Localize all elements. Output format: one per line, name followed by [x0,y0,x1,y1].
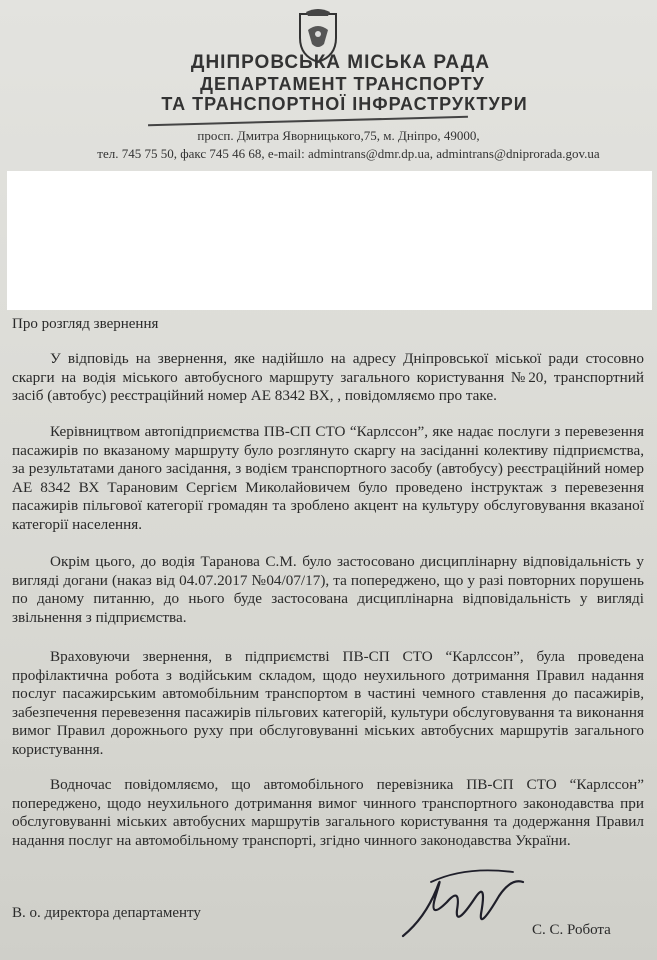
letterhead-contacts: тел. 745 75 50, факс 745 46 68, e-mail: admintrans@dmr.dp.ua, admintrans@dniprorada.gov.ua [97,146,600,161]
letterhead-address: просп. Дмитра Яворницького,75, м. Дніпро, 49000, [197,128,480,143]
handwritten-signature [395,858,535,948]
redacted-area [7,171,652,310]
paragraph-3: Окрім цього, до водія Таранова С.М. було застосовано дисциплінарну відповідальність у вигляді догани (наказ від 04.07.2017 №04/07/17), та попереджено, що у разі повторних порушень по даному питанню, до нього буде застосована дисциплінарна відповідальність у вигляді звільнення з підприємства. [12,553,644,626]
paragraph-5: Водночас повідомляємо, що автомобільного перевізника ПВ-СП СТО “Карлссон” попереджено, щодо неухильного дотримання вимог чинного транспортного законодавства при обслуговуванні міських автобусних маршрутів загального користування та додержання Правил надання послуг на автомобільному транспорті, згідно чинного законодавства України. [12,776,644,849]
paragraph-4: Враховуючи звернення, в підприємстві ПВ-СП СТО “Карлссон”, була проведена профілактична робота з водійським складом, щодо неухильного дотримання Правил надання послуг пасажирським автомобільним транспортом в частині чемного ставлення до пасажирів, забезпечення перевезення пасажирів пільгових категорій, культури обслуговування та виконання вимог Правил дорожнього руху при обслуговуванні міських автобусних маршрутів загального користування. [12,648,644,758]
paragraph-1: У відповідь на звернення, яке надійшло на адресу Дніпровської міської ради стосовно скарги на водія міського автобусного маршруту загального користування №20, транспортний засіб (автобус) реєстраційний номер АЕ 8342 ВХ, , повідомляємо про таке. [12,350,644,405]
letterhead-council: ДНІПРОВСЬКА МІСЬКА РАДА [190,52,491,73]
letter-subject: Про розгляд звернення [12,316,159,332]
letterhead-department: ДЕПАРТАМЕНТ ТРАНСПОРТУ [200,74,485,94]
signatory-title: В. о. директора департаменту [12,905,201,921]
letterhead-divider [148,116,468,126]
paragraph-2: Керівництвом автопідприємства ПВ-СП СТО “Карлссон”, яке надає послуги з перевезення пасажирів по вказаному маршруту було розглянуто скаргу на засіданні колективу підприємства, за результатами даного засідання, з водієм транспортного засобу (автобусу) реєстраційний номер АЕ 8342 ВХ Тарановим Сергієм Миколайовичем було проведено інструктаж з перевезення пасажирів пільгової категорії громадян та зроблено акцент на культуру обслуговування вказаної категорії населення. [12,423,644,533]
signatory-name: С. С. Робота [532,922,611,938]
letterhead-infrastructure: ТА ТРАНСПОРТНОЇ ІНФРАСТРУКТУРИ [161,94,528,114]
